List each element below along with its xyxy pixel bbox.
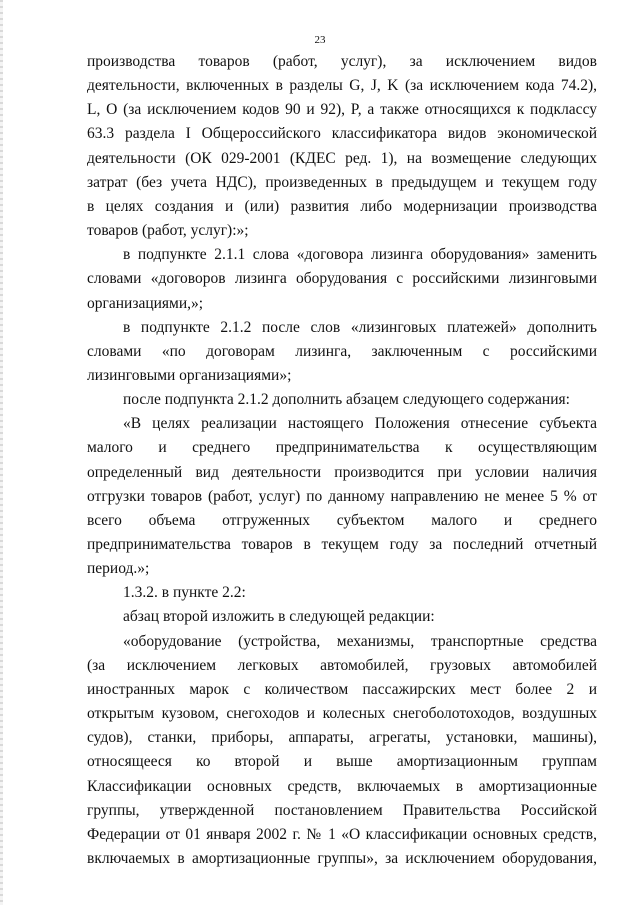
text-line: Классификации основных средств, включаемых в амортизационные (87, 777, 597, 795)
text-line: словами «договоров лизинга оборудования с российскими лизинговыми (87, 270, 597, 288)
text-line: судов), станки, приборы, аппараты, агрегаты, установки, машины), (87, 729, 597, 747)
text-line: в целях создания и (или) развития либо модернизации производства (87, 197, 597, 215)
text-line: «В целях реализации настоящего Положения отнесение субъекта (123, 415, 597, 433)
text-line: в подпункте 2.1.1 слова «договора лизинга оборудования» заменить (123, 246, 597, 264)
scan-edge (0, 0, 3, 905)
text-line: после подпункта 2.1.2 дополнить абзацем следующего содержания: (123, 391, 570, 409)
text-line: деятельности (ОК 029-2001 (КДЕС ред. 1), на возмещение следующих (87, 149, 597, 167)
text-line: абзац второй изложить в следующей редакции: (123, 608, 435, 626)
text-line: иностранных марок с количеством пассажирских мест более 2 и (87, 680, 597, 698)
text-line: производства товаров (работ, услуг), за исключением видов (87, 53, 597, 70)
text-line: относящееся ко второй и выше амортизационным группам (87, 753, 597, 771)
text-line: группы, утвержденной постановлением Правительства Российской (87, 801, 597, 819)
text-line: включаемых в амортизационные группы», за исключением оборудования, (87, 849, 597, 867)
text-line: организациями,»; (87, 294, 204, 312)
text-line: затрат (без учета НДС), произведенных в предыдущем и текущем году (87, 173, 597, 191)
text-line: 63.3 раздела I Общероссийского классификатора видов экономической (87, 125, 597, 143)
text-line: лизинговыми организациями»; (87, 366, 292, 384)
text-line: период.»; (87, 560, 150, 578)
text-line: товаров (работ, услуг):»; (87, 222, 249, 239)
text-line: предпринимательства товаров в текущем году за последний отчетный (87, 536, 597, 553)
text-line: в подпункте 2.1.2 после слов «лизинговых платежей» дополнить (123, 318, 597, 336)
text-line: (за исключением легковых автомобилей, грузовых автомобилей (87, 656, 597, 674)
text-line: отгрузки товаров (работ, услуг) по данному направлению не менее 5 % от (87, 487, 597, 505)
text-line: L, O (за исключением кодов 90 и 92), P, а также относящихся к подклассу (87, 101, 597, 119)
text-line: деятельности, включенных в разделы G, J, K (за исключением кода 74.2), (87, 77, 597, 95)
page-number: 23 (314, 34, 326, 46)
text-line: малого и среднего предпринимательства к осуществляющим (87, 439, 597, 457)
text-line: всего объема отгруженных субъектом малого и среднего (87, 511, 597, 529)
text-line: определенный вид деятельности производится при условии наличия (87, 463, 597, 481)
text-line: открытым кузовом, снегоходов и колесных снегоболотоходов, воздушных (87, 705, 597, 722)
text-line: 1.3.2. в пункте 2.2: (123, 584, 246, 602)
text-line: Федерации от 01 января 2002 г. № 1 «О классификации основных средств, (87, 825, 597, 843)
text-line: «оборудование (устройства, механизмы, транспортные средства (123, 632, 597, 650)
text-line: словами «по договорам лизинга, заключенным с российскими (87, 342, 597, 360)
